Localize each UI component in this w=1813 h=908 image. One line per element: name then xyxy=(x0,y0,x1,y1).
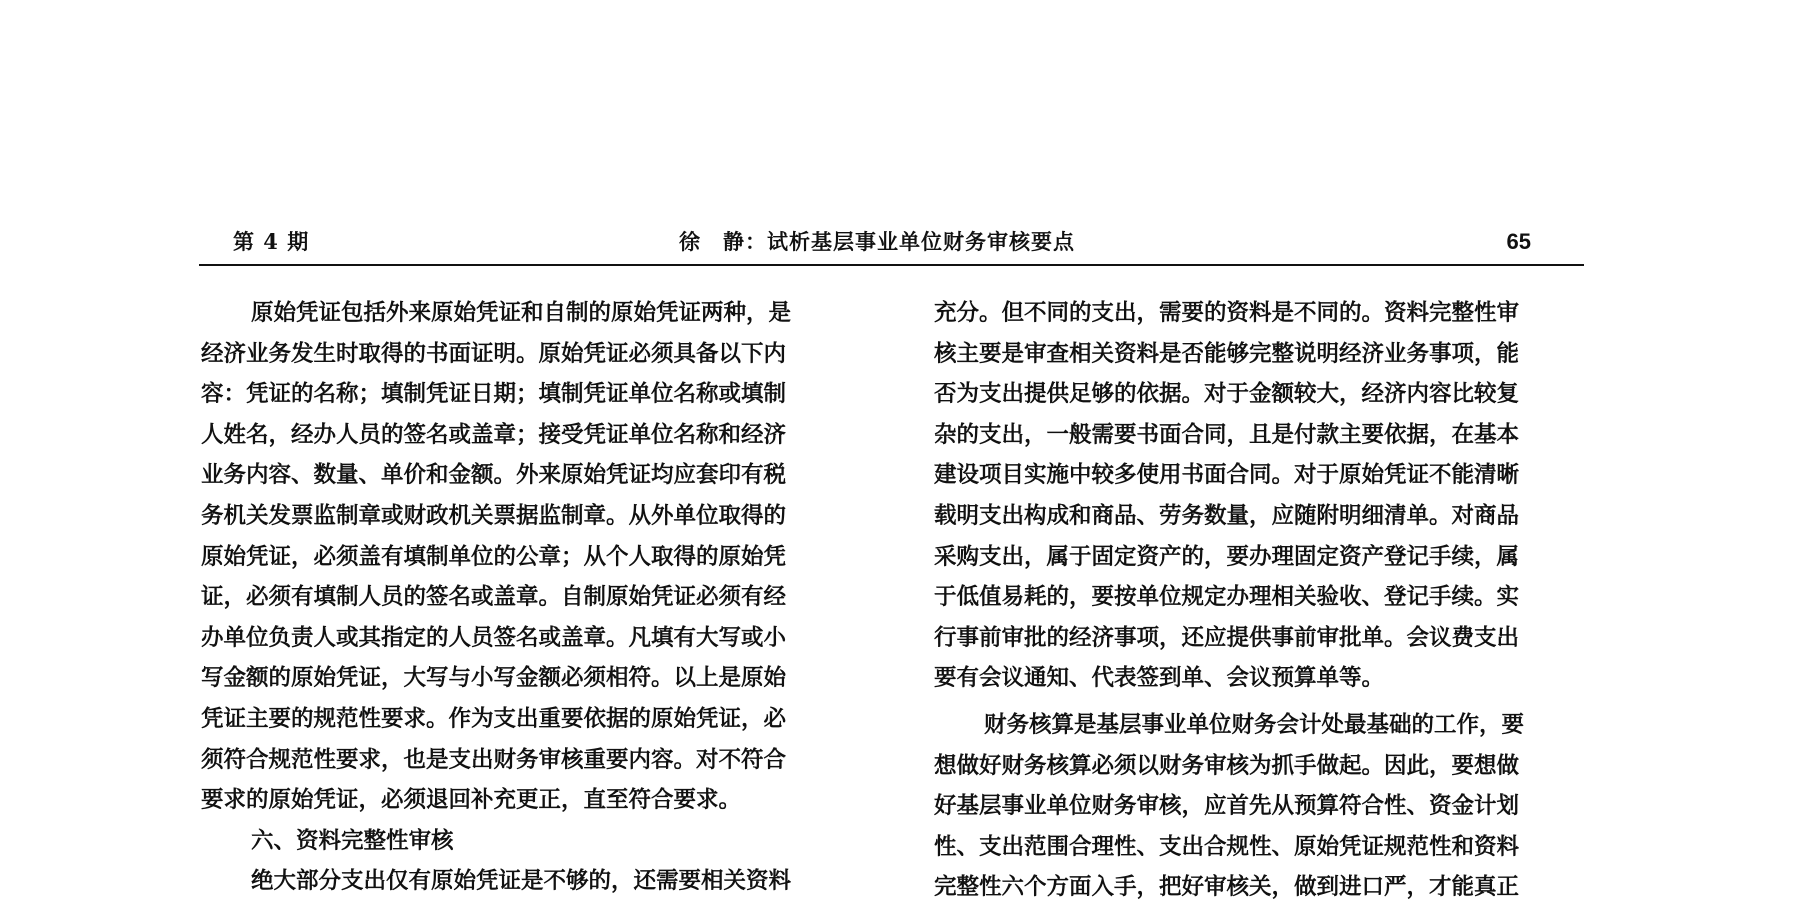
text-line: 行事前审批的经济事项，还应提供事前审批单。会议费支出 xyxy=(934,624,1520,651)
text-line: 原始凭证，必须盖有填制单位的公章；从个人取得的原始凭 xyxy=(201,543,787,570)
text-line: 财务核算是基层事业单位财务会计处最基础的工作，要 xyxy=(984,711,1525,738)
text-line: 容：凭证的名称；填制凭证日期；填制凭证单位名称或填制 xyxy=(201,381,787,408)
text-line: 要有会议通知、代表签到单、会议预算单等。 xyxy=(934,665,1385,692)
text-line: 想做好财务核算必须以财务审核为抓手做起。因此，要想做 xyxy=(934,752,1520,779)
text-line: 经济业务发生时取得的书面证明。原始凭证必须具备以下内 xyxy=(201,340,787,367)
text-line: 证，必须有填制人员的签名或盖章。自制原始凭证必须有经 xyxy=(201,584,787,611)
text-line: 于低值易耗的，要按单位规定办理相关验收、登记手续。实 xyxy=(934,584,1520,611)
article-title: 徐 静：试析基层事业单位财务审核要点 xyxy=(679,229,1075,254)
text-line: 杂的支出，一般需要书面合同，且是付款主要依据，在基本 xyxy=(934,421,1520,448)
section-heading: 六、资料完整性审核 xyxy=(251,827,454,854)
text-line: 凭证主要的规范性要求。作为支出重要依据的原始凭证，必 xyxy=(201,705,787,732)
text-line: 须符合规范性要求，也是支出财务审核重要内容。对不符合 xyxy=(201,746,787,773)
text-line: 性、支出范围合理性、支出合规性、原始凭证规范性和资料 xyxy=(934,833,1520,860)
right-column xyxy=(934,293,1599,908)
running-header xyxy=(199,226,1584,258)
text-line: 否为支出提供足够的依据。对于金额较大，经济内容比较复 xyxy=(934,381,1520,408)
text-line: 充分。但不同的支出，需要的资料是不同的。资料完整性审 xyxy=(934,300,1520,326)
text-line: 核主要是审查相关资料是否能够完整说明经济业务事项，能 xyxy=(934,340,1520,367)
text-line: 完整性六个方面入手，把好审核关，做到进口严，才能真正 xyxy=(934,874,1520,901)
text-line: 务机关发票监制章或财政机关票据监制章。从外单位取得的 xyxy=(201,502,787,529)
text-line: 好基层事业单位财务审核，应首先从预算符合性、资金计划 xyxy=(934,793,1520,820)
text-line: 人姓名，经办人员的签名或盖章；接受凭证单位名称和经济 xyxy=(201,421,787,448)
text-line: 绝大部分支出仅有原始凭证是不够的，还需要相关资料 xyxy=(251,868,792,895)
left-column xyxy=(201,293,866,902)
text-line: 采购支出，属于固定资产的，要办理固定资产登记手续，属 xyxy=(934,543,1520,570)
text-line: 业务内容、数量、单价和金额。外来原始凭证均应套印有税 xyxy=(201,462,787,489)
text-line: 办单位负责人或其指定的人员签名或盖章。凡填有大写或小 xyxy=(201,624,787,651)
page-number: 65 xyxy=(1506,229,1531,254)
header-rule xyxy=(199,264,1584,266)
text-line: 要求的原始凭证，必须退回补充更正，直至符合要求。 xyxy=(201,787,742,814)
text-line: 写金额的原始凭证，大写与小写金额必须相符。以上是原始 xyxy=(201,665,787,692)
issue-number: 第 4 期 xyxy=(233,229,310,254)
text-line: 建设项目实施中较多使用书面合同。对于原始凭证不能清晰 xyxy=(934,462,1520,489)
text-line: 载明支出构成和商品、劳务数量，应随附明细清单。对商品 xyxy=(934,502,1520,529)
text-line: 原始凭证包括外来原始凭证和自制的原始凭证两种，是 xyxy=(251,300,792,326)
